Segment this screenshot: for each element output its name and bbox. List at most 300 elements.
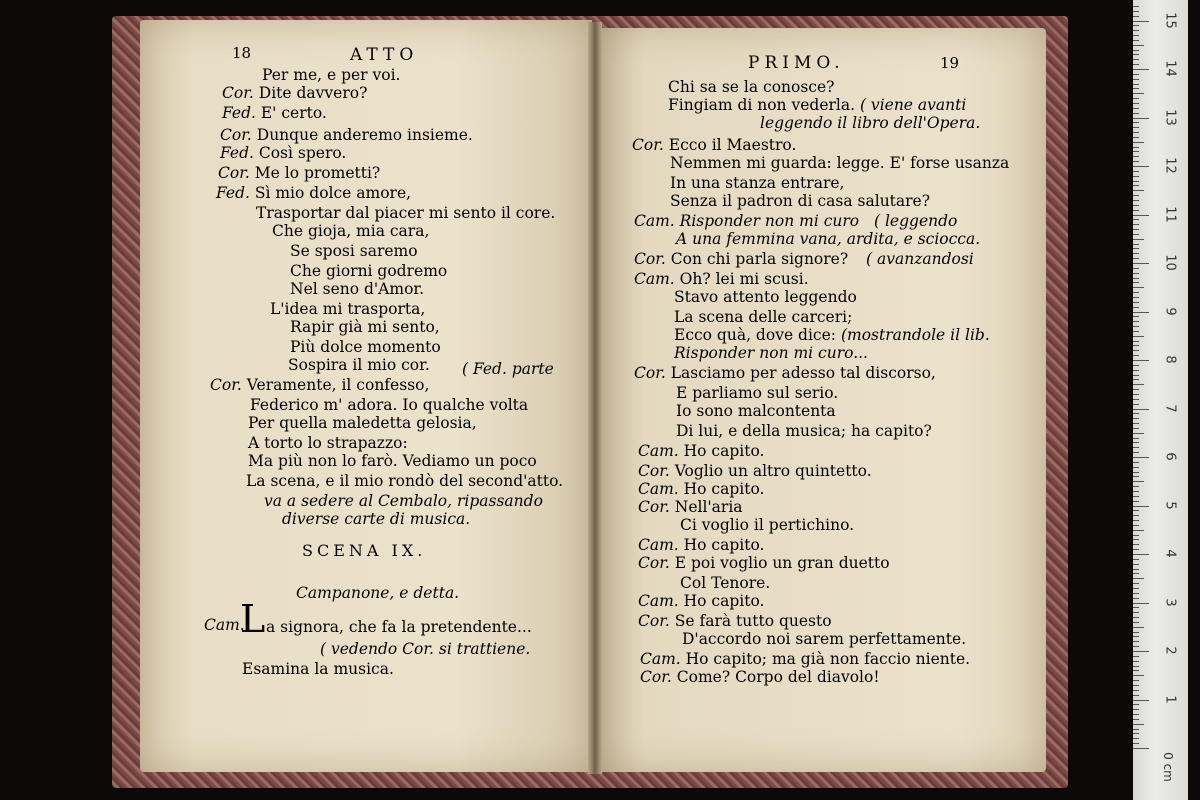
stage-direction: A una femmina vana, ardita, e sciocca. [676, 230, 981, 248]
scale-tick [1133, 472, 1139, 473]
scale-tick [1133, 603, 1149, 604]
scale-tick [1133, 636, 1139, 637]
left-text-line [248, 434, 408, 452]
scale-unit: 0 cm [1160, 752, 1175, 782]
scale-tick [1133, 433, 1144, 434]
line-text: Io sono malcontenta [676, 402, 836, 420]
speaker-label: Fed. [220, 144, 259, 162]
scale-tick [1133, 219, 1139, 220]
line-text: Ho capito; ma già non faccio niente. [685, 650, 971, 668]
left-text-line [256, 204, 555, 222]
right-text-line [638, 536, 764, 554]
drop-cap: L [240, 597, 266, 641]
stage-direction: Risponder non mi curo [679, 212, 860, 230]
scale-tick [1133, 733, 1139, 734]
scale-tick [1133, 253, 1139, 254]
scale-number: 15 [1162, 11, 1178, 29]
scale-tick [1133, 122, 1139, 123]
scale-tick [1133, 457, 1149, 458]
scale-tick [1133, 258, 1139, 259]
scale-tick [1133, 190, 1144, 191]
scale-tick [1133, 462, 1139, 463]
scale-tick [1133, 549, 1139, 550]
stage-direction: leggendo il libro dell'Opera. [760, 114, 981, 132]
scale-tick [1133, 370, 1139, 371]
scale-number: 1 [1162, 694, 1178, 704]
scale-tick [1133, 685, 1139, 686]
scale-tick [1133, 151, 1139, 152]
scale-tick [1133, 700, 1149, 701]
scale-tick [1133, 607, 1139, 608]
line-text: Se farà tutto questo [674, 612, 832, 630]
scale-tick [1133, 210, 1139, 211]
scale-tick [1133, 147, 1139, 148]
scale-tick [1133, 200, 1139, 201]
scale-tick [1133, 21, 1149, 22]
speaker-label: Cor. [640, 668, 677, 686]
line-text: Se sposi saremo [290, 242, 418, 260]
right-text-line [676, 422, 932, 440]
line-text: La scena delle carceri; [674, 308, 853, 326]
right-text-line [638, 592, 764, 610]
scale-tick [1133, 404, 1139, 405]
line-text: Nel seno d'Amor. [290, 280, 425, 298]
left-text-line [290, 242, 418, 260]
scale-tick [1133, 544, 1139, 545]
right-running-head: PRIMO. [748, 53, 845, 73]
left-text-line [290, 338, 441, 356]
scale-tick [1133, 399, 1139, 400]
left-text-line [218, 164, 380, 182]
scale-tick [1133, 709, 1139, 710]
scale-tick [1133, 45, 1144, 46]
scale-tick [1133, 118, 1149, 119]
scale-tick [1133, 79, 1139, 80]
scale-tick [1133, 108, 1139, 109]
left-text-line [272, 222, 429, 240]
scale-number: 12 [1162, 157, 1178, 174]
scale-number: 13 [1162, 108, 1178, 126]
scale-tick [1133, 355, 1139, 356]
scale-tick [1133, 6, 1139, 7]
line-text: Ci voglio il pertichino. [680, 516, 855, 534]
line-text: La scena, e il mio rondò del second'atto. [246, 472, 564, 490]
scale-tick [1133, 670, 1139, 671]
left-text-line [222, 84, 367, 102]
scale-tick [1133, 331, 1139, 332]
scale-tick [1133, 632, 1139, 633]
speaker-label: Fed. [216, 184, 255, 202]
scale-tick [1133, 622, 1139, 623]
line-text: In una stanza entrare, [670, 174, 845, 192]
scale-tick [1133, 360, 1149, 361]
scale-tick [1133, 239, 1144, 240]
scale-tick [1133, 74, 1139, 75]
left-page-number: 18 [232, 44, 252, 62]
line-text: Me lo prometti? [254, 164, 381, 182]
right-text-line [638, 498, 743, 516]
line-text: Che gioja, mia cara, [272, 222, 430, 240]
scale-tick [1133, 714, 1139, 715]
scale-tick [1133, 25, 1139, 26]
line-text: Veramente, il confesso, [246, 376, 430, 394]
scale-number: 10 [1162, 254, 1178, 271]
left-text-line [248, 414, 477, 432]
scale-tick [1133, 394, 1139, 395]
scale-tick [1133, 205, 1139, 206]
speaker-label: Cam. [640, 650, 686, 668]
stage-direction: ( vedendo Cor. si trattiene. [320, 640, 531, 658]
speaker-label: Cor. [634, 364, 671, 382]
line-text: Fingiam di non vederla. [668, 96, 856, 114]
scale-tick [1133, 438, 1139, 439]
line-text: Con chi parla signore? [670, 250, 849, 268]
left-text-line [290, 280, 424, 298]
line-text: Trasportar dal piacer mi sento il core. [256, 204, 556, 222]
scale-tick [1133, 675, 1144, 676]
right-text-line [670, 192, 930, 210]
left-text-line [246, 472, 563, 490]
line-text: Oh? lei mi scusi. [679, 270, 809, 288]
scale-tick [1133, 98, 1139, 99]
scale-tick [1133, 282, 1139, 283]
scale-tick [1133, 573, 1139, 574]
left-text-line [270, 300, 425, 318]
line-text: Così spero. [258, 144, 347, 162]
line-text: Chi sa se la conosce? [668, 78, 835, 96]
scale-tick [1133, 161, 1139, 162]
speaker-label: Cam. [634, 212, 680, 230]
speaker-label: Cor. [638, 554, 675, 572]
right-text-line [676, 384, 838, 402]
scale-tick [1133, 409, 1149, 410]
scale-tick [1133, 287, 1144, 288]
scale-tick [1133, 244, 1139, 245]
scale-tick [1133, 506, 1149, 507]
scale-tick [1133, 16, 1139, 17]
scale-tick [1133, 35, 1139, 36]
line-text: Ho capito. [683, 592, 765, 610]
scale-tick [1133, 137, 1139, 138]
scale-number: 6 [1162, 452, 1178, 461]
stage-direction: ( viene avanti [855, 96, 967, 114]
line-text: Rapir già mi sento, [290, 318, 440, 336]
scale-tick [1133, 142, 1144, 143]
right-text-line [634, 250, 848, 268]
scale-tick [1133, 418, 1139, 419]
line-text: D'accordo noi sarem perfettamente. [682, 630, 967, 648]
line-text: Per me, e per voi. [262, 66, 401, 84]
right-text-line [632, 136, 796, 154]
scale-tick [1133, 554, 1149, 555]
scale-tick [1133, 195, 1139, 196]
scale-tick [1133, 103, 1139, 104]
left-text-line [250, 396, 528, 414]
scale-number: 9 [1162, 306, 1178, 316]
speaker-label: Cor. [638, 498, 675, 516]
scale-tick [1133, 564, 1139, 565]
scale-tick [1133, 704, 1139, 705]
right-text-line [760, 114, 980, 132]
scale-tick [1133, 525, 1139, 526]
speaker-label: Cam. [638, 480, 684, 498]
scale-tick [1133, 307, 1139, 308]
scale-tick [1133, 224, 1139, 225]
left-text-line [220, 126, 473, 144]
line-text: E poi voglio un gran duetto [674, 554, 890, 572]
stage-direction: va a sedere al Cembalo, ripassando [264, 492, 543, 510]
stage-direction: diverse carte di musica. [282, 510, 471, 528]
right-text-line [634, 270, 809, 288]
scale-tick [1133, 491, 1139, 492]
line-text: Ecco quà, dove dice: [674, 326, 837, 344]
line-text: Dunque anderemo insieme. [256, 126, 473, 144]
scale-tick [1133, 181, 1139, 182]
left-text-line [262, 66, 400, 84]
scale-tick [1133, 447, 1139, 448]
scene-title: SCENA IX. [302, 541, 427, 560]
measuring-scale [1133, 0, 1188, 800]
scale-tick [1133, 442, 1139, 443]
scale-tick [1133, 598, 1139, 599]
scale-tick [1133, 724, 1144, 725]
right-text-line [668, 78, 834, 96]
book-gutter [588, 22, 602, 774]
line-text: Più dolce momento [290, 338, 441, 356]
scale-tick [1133, 452, 1139, 453]
right-text-line [682, 630, 966, 648]
scale-tick [1133, 559, 1139, 560]
right-page-number: 19 [940, 54, 960, 72]
line-text: A torto lo strapazzo: [248, 434, 408, 452]
right-text-line [680, 574, 770, 592]
speaker-label: Fed. [222, 104, 261, 122]
scale-tick [1133, 234, 1139, 235]
scale-tick [1133, 326, 1139, 327]
scene-persons: Campanone, e detta. [296, 584, 460, 602]
line-text: Di lui, e della musica; ha capito? [676, 422, 932, 440]
scale-tick [1133, 612, 1139, 613]
right-text-line [670, 174, 844, 192]
scale-tick [1133, 84, 1139, 85]
line-text: Stavo attento leggendo [674, 288, 857, 306]
scale-tick [1133, 423, 1139, 424]
scale-number: 11 [1162, 205, 1178, 223]
scale-number: 3 [1162, 597, 1178, 607]
line-text: Senza il padron di casa salutare? [670, 192, 931, 210]
scale-number: 14 [1162, 60, 1178, 77]
scale-tick [1133, 661, 1139, 662]
line-text: Ecco il Maestro. [668, 136, 797, 154]
right-text-line [668, 96, 966, 114]
scale-tick [1133, 748, 1149, 749]
scale-tick [1133, 11, 1139, 12]
scale-tick [1133, 40, 1139, 41]
scale-tick [1133, 278, 1139, 279]
scale-tick [1133, 496, 1139, 497]
scale-tick [1133, 535, 1139, 536]
scale-tick [1133, 88, 1139, 89]
left-text-line [216, 184, 411, 202]
scale-tick [1133, 627, 1144, 628]
line-text: Per quella maledetta gelosia, [248, 414, 477, 432]
scale-tick [1133, 583, 1139, 584]
scale-tick [1133, 59, 1139, 60]
scale-tick [1133, 428, 1139, 429]
scale-tick [1133, 156, 1139, 157]
line-text: Lasciamo per adesso tal discorso, [670, 364, 936, 382]
scale-tick [1133, 341, 1139, 342]
scale-tick [1133, 651, 1149, 652]
speaker-label: Cor. [634, 250, 671, 268]
speaker-label: Cam. [634, 270, 680, 288]
scale-tick [1133, 132, 1139, 133]
line-text: Come? Corpo del diavolo! [676, 668, 880, 686]
scale-number: 7 [1162, 403, 1178, 413]
scale-tick [1133, 127, 1139, 128]
speaker-label: Cor. [210, 376, 247, 394]
right-text-line [676, 402, 836, 420]
scale-tick [1133, 656, 1139, 657]
line-text: Ho capito. [683, 536, 765, 554]
right-text-line [638, 480, 764, 498]
speaker-label: Cor. [220, 126, 257, 144]
scale-tick [1133, 501, 1139, 502]
scale-tick [1133, 350, 1139, 351]
left-text-line [222, 104, 327, 122]
scale-tick [1133, 641, 1139, 642]
scale-tick [1133, 695, 1139, 696]
speaker-label: Cam. [638, 592, 684, 610]
scale-tick [1133, 268, 1139, 269]
right-text-line [640, 650, 970, 668]
scale-tick [1133, 680, 1139, 681]
scale-number: 4 [1162, 549, 1178, 558]
scale-tick [1133, 113, 1139, 114]
right-text-line [634, 364, 936, 382]
left-text-line [290, 262, 447, 280]
scale-tick [1133, 530, 1144, 531]
scale-tick [1133, 743, 1139, 744]
scale-tick [1133, 515, 1139, 516]
scale-tick [1133, 302, 1139, 303]
line-text: Col Tenore. [680, 574, 771, 592]
right-text-line [674, 326, 990, 344]
scale-number: 8 [1162, 355, 1178, 364]
line-text: Sospira il mio cor. [288, 356, 430, 374]
speaker-label: Cor. [222, 84, 259, 102]
scale-tick [1133, 336, 1144, 337]
line-text: Voglio un altro quintetto. [674, 462, 872, 480]
scale-tick [1133, 413, 1139, 414]
text-line: a signora, che fa la pretendente... [266, 618, 532, 636]
scale-tick [1133, 171, 1139, 172]
scale-tick [1133, 93, 1144, 94]
line-text: Nell'aria [674, 498, 743, 516]
scale-tick [1133, 729, 1139, 730]
scale-tick [1133, 569, 1139, 570]
line-text: Ma più non lo farò. Vediamo un poco [248, 452, 537, 470]
scale-tick [1133, 316, 1139, 317]
stage-direction: ( avanzandosi [866, 250, 974, 268]
left-text-line [248, 452, 537, 470]
speaker-label: Cor. [218, 164, 255, 182]
scale-tick [1133, 176, 1139, 177]
right-text-line [670, 154, 1009, 172]
speaker-label: Cam. [638, 536, 684, 554]
speaker-label: Cam. [638, 442, 684, 460]
scale-tick [1133, 365, 1139, 366]
speaker-label: Cor. [638, 462, 675, 480]
scale-tick [1133, 312, 1149, 313]
scale-tick [1133, 263, 1149, 264]
scale-tick [1133, 166, 1149, 167]
line-text: Sì mio dolce amore, [254, 184, 412, 202]
scale-number: 5 [1162, 500, 1178, 510]
right-text-line [680, 516, 854, 534]
scale-tick [1133, 578, 1144, 579]
scale-tick [1133, 510, 1139, 511]
scale-tick [1133, 389, 1139, 390]
speaker-label: Cor. [632, 136, 669, 154]
scale-tick [1133, 30, 1139, 31]
right-text-line [638, 554, 890, 572]
scale-tick [1133, 646, 1139, 647]
right-text-line [638, 442, 764, 460]
line-text: Ho capito. [683, 480, 765, 498]
scale-tick [1133, 69, 1149, 70]
scale-tick [1133, 273, 1139, 274]
stage-direction: (mostrandole il lib. [836, 326, 990, 344]
scale-tick [1133, 64, 1139, 65]
scale-tick [1133, 215, 1149, 216]
line-text: E' certo. [260, 104, 327, 122]
left-text-line [210, 376, 429, 394]
stage-direction: ( leggendo [874, 212, 958, 230]
line-text: Federico m' adora. Io qualche volta [250, 396, 529, 414]
scale-tick [1133, 229, 1139, 230]
right-text-line [674, 288, 857, 306]
line-text: Che giorni godremo [290, 262, 448, 280]
scale-tick [1133, 185, 1139, 186]
scale-tick [1133, 297, 1139, 298]
scale-tick [1133, 486, 1139, 487]
left-text-line [288, 356, 430, 374]
stage-direction: ( Fed. parte [462, 360, 554, 378]
left-text-line [290, 318, 440, 336]
line-text: Dite davvero? [258, 84, 368, 102]
scale-tick [1133, 738, 1139, 739]
scale-tick [1133, 54, 1139, 55]
scale-tick [1133, 50, 1139, 51]
scale-tick [1133, 379, 1139, 380]
scale-tick [1133, 617, 1139, 618]
scale-tick [1133, 719, 1139, 720]
speaker-label: Cam. [204, 616, 245, 634]
scale-tick [1133, 520, 1139, 521]
right-text-line [634, 212, 859, 230]
scale-tick [1133, 481, 1144, 482]
text-line: Esamina la musica. [242, 660, 394, 678]
scale-tick [1133, 292, 1139, 293]
scale-tick [1133, 248, 1139, 249]
line-text: E parliamo sul serio. [676, 384, 839, 402]
scale-tick [1133, 375, 1139, 376]
left-text-line [220, 144, 346, 162]
right-text-line [638, 612, 832, 630]
line-text: L'idea mi trasporta, [270, 300, 426, 318]
scale-number: 2 [1162, 646, 1178, 655]
